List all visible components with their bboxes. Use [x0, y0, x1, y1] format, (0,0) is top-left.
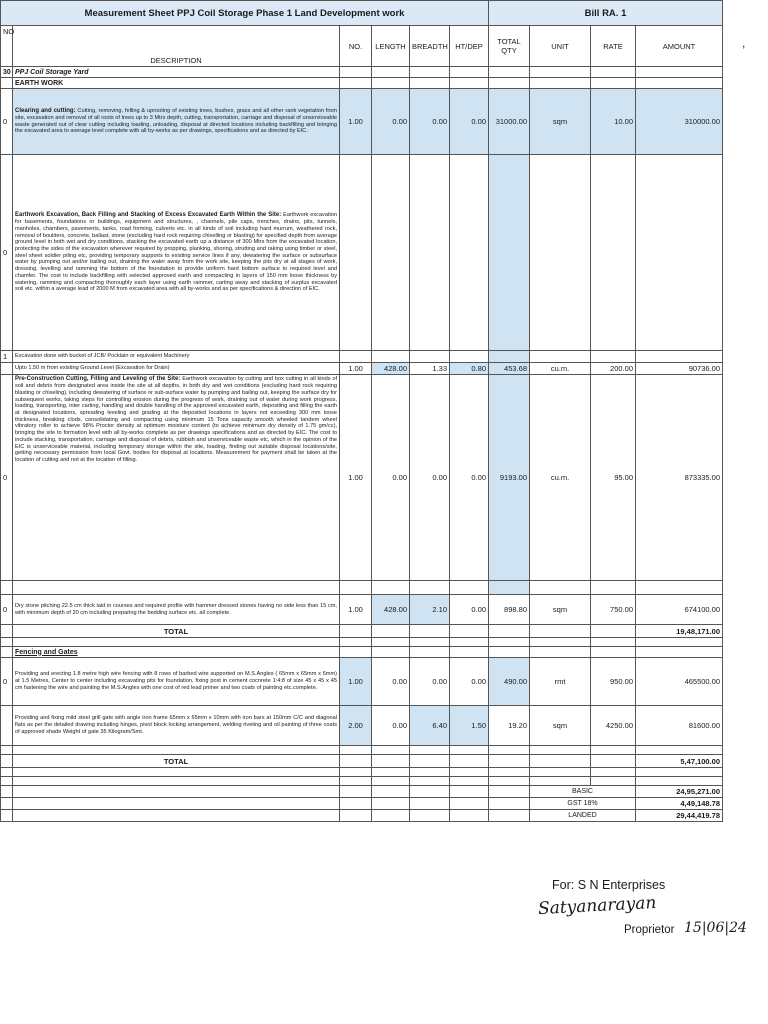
proprietor-label: Proprietor — [624, 924, 675, 936]
item-rate: 10.00 — [591, 89, 636, 155]
margin-mark: , — [742, 36, 746, 50]
item-length: 428.00 — [372, 595, 410, 625]
item-no: 0 — [1, 375, 13, 581]
bill-number: Bill RA. 1 — [489, 1, 723, 26]
site-number: 30 — [1, 67, 13, 78]
col-unit: UNIT — [530, 26, 591, 67]
col-breadth: BREADTH — [410, 26, 450, 67]
col-htdep: HT/DEP — [450, 26, 489, 67]
item-rate: 950.00 — [591, 658, 636, 706]
item-breadth: 2.10 — [410, 595, 450, 625]
table-row — [1, 595, 723, 625]
item-qty: 898.80 — [489, 595, 530, 625]
gst-amount: 4,49,148.78 — [636, 798, 723, 810]
item-unit: rmt — [530, 658, 591, 706]
earth-work-row — [1, 78, 723, 89]
item-text: Cutting, removing, felling & uprooting of existing trees, bushes, grass and all other rank vegetation from site, excavation and removal of all roots of trees up to 3 Mtrs depth, cutting, transportation, carriage and disposal of unserviceable waste generated out of clear cutting including loading, unloading, disposal at directed locations including backfilling and bringing the excavated area to average level complete with all by-works as per drawings, specifications and as directed by EIC. — [15, 107, 337, 135]
signature: Satyanarayan — [537, 892, 657, 920]
earth-work-heading: EARTH WORK — [13, 78, 340, 89]
spacer-row — [1, 581, 723, 595]
site-row — [1, 67, 723, 78]
item-qty: 453.68 — [489, 363, 530, 375]
item-title: Earthwork Excavation, Back Filling and Stacking of Excess Excavated Earth Within the Site: — [15, 212, 282, 219]
title-row — [1, 1, 723, 26]
item-num: 1.00 — [340, 89, 372, 155]
col-description: DESCRIPTION — [13, 26, 340, 67]
item-length: 0.00 — [372, 658, 410, 706]
fencing-row — [1, 647, 723, 658]
item-line2: Upto 1.50 m from existing Ground Level (Excavation for Drain) — [13, 363, 340, 375]
col-num: NO. — [340, 26, 372, 67]
item-breadth: 1.33 — [410, 363, 450, 375]
item-description: Providing and erecting 1.8 metre high wire fencing with 8 rows of barbed wire supported on M.S.Angles ( 65mm x 65mm x 6mm) at 1.5 Metres, Center to center including excavating pits for foundation, fixing post in cement cocnrete 1:4:8 of size 45 x 45 x 45 cm fastening the wire and painting the M.S.Angles with one cost of red lead primer and two coats of painting etc.complete. — [13, 658, 340, 706]
item-description: Providing and fixing mild steel grill gate with angle iron frame 65mm x 65mm x 10mm with iron bars at 150mm C/C and diagonal flats as per the detailed drawing including hinges, pivot block locking arrangement, welding riveting and oil painting of three coats of approved shade Weight of gate 35 Kilogram/Smt. — [13, 706, 340, 746]
table-row — [1, 351, 723, 363]
landed-label: LANDED — [530, 810, 636, 822]
table-row — [1, 706, 723, 746]
item-title: Clearing and cutting: — [15, 107, 76, 114]
item-amount: 310000.00 — [636, 89, 723, 155]
col-no: NO — [1, 26, 13, 67]
item-breadth: 0.00 — [410, 375, 450, 581]
item-htdep: 0.00 — [450, 658, 489, 706]
basic-amount: 24,95,271.00 — [636, 786, 723, 798]
item-qty: 19.20 — [489, 706, 530, 746]
total-label: TOTAL — [13, 625, 340, 638]
total-amount: 19,48,171.00 — [636, 625, 723, 638]
item-description: Dry stone pitching 22.5 cm thick laid in courses and required profile with hammer dressed stones having no side less than 15 cm, with minimum depth of 20 cm including preparing the bedding surface etc. all complete. — [13, 595, 340, 625]
item-breadth: 0.00 — [410, 658, 450, 706]
summary-landed-row — [1, 810, 723, 822]
sheet-title: Measurement Sheet PPJ Coil Storage Phase 1 Land Development work — [1, 1, 489, 26]
item-unit: cu.m. — [530, 363, 591, 375]
total-amount: 5,47,100.00 — [636, 755, 723, 768]
table-row — [1, 363, 723, 375]
item-amount: 81600.00 — [636, 706, 723, 746]
item-no: 0 — [1, 595, 13, 625]
col-rate: RATE — [591, 26, 636, 67]
item-description — [13, 375, 340, 581]
table-row — [1, 89, 723, 155]
item-text: Earthwork excavation by cutting and box cutting in all kinds of soil and debris from designated area inside the site at all depths, in both dry and wet conditions (excluding hard rock requiring blasting or chiseling), including dewatering of surface or sub-surface water by pumping and bailing out, keeping the surface dry for subsequent works, taking steps for controlling erosion during the progress of work, draining out of water during work progress, loading, transporting, inter carting, handling and double handling of the approved excavated earth, depositing and filling the earth at designated locations, spreading leveling and grading at the deposited locations in layers not exceeding 300 mm loose thickness, breaking clods, consolidating and compacting using minimum 15 Tons capacity smooth wheeled tandem wheel vibratory roller to achieve 98% Proctor density at optimum moisture content (to achieve minimum dry density of 1.75 gm/cc), bringing the site to formation level with all by-works complete as per drawings specifications and as directed by EIC. The cost to include stacking, transportation, carriage and disposal of debris, rubbish and unserviceable waste etc, which in the opinion of the EIC is unserviceable material, including temporary storage within the site, loading, finding out suitable disposal locations/site, getting necessary permission from local Govt. bodies for disposal at locations. Measurement for payment shall be taken at the location of cutting and not at the location of filling. — [15, 376, 338, 463]
item-description — [13, 155, 340, 351]
total-row — [1, 755, 723, 768]
spacer-row — [1, 638, 723, 647]
col-total-qty: TOTAL QTY — [489, 26, 530, 67]
summary-gst-row — [1, 798, 723, 810]
item-breadth: 6.40 — [410, 706, 450, 746]
item-qty: 9193.00 — [489, 375, 530, 581]
table-row — [1, 658, 723, 706]
column-header-row — [1, 26, 723, 67]
item-no: 0 — [1, 155, 13, 351]
item-length: 0.00 — [372, 375, 410, 581]
item-htdep: 0.00 — [450, 375, 489, 581]
item-breadth: 0.00 — [410, 89, 450, 155]
item-qty: 490.00 — [489, 658, 530, 706]
item-htdep: 0.00 — [450, 595, 489, 625]
company-name: For: S N Enterprises — [552, 878, 666, 892]
item-text: Earthwork excavation for basements, foundations or buildings, equipment and structures, , channels, pile caps, trenches, drains, pits, tunnels, manholes, chambers, pavements, tanks, road forming, culverts etc. in all kinds of soil including hard murrum, weathered rock, removal of boulders, concrete, ballast, stone (excluding hard rock requiring chiselling or blasting) for specified depth from average ground level in both wet and dry conditions, stacking the excavated earth up a distance of 300 Mtrs from the excavated location, protecting the sides of the excavation wherever required by propping, planking, shoring, strutting and raking using timber or steel, steel sheet soldier piling etc, providing temporary supports to existing service lines if any, dewatering the surface or subsurface water by pumping out and/or bailing out, draining the water away from the work site, keeping the pits dry at all stages of work, dressing, levelling and ramming the bottom of the foundation to provide uniform hard bottom surface to required level and chamfer. The cost to include backfilling with selected approved earth and compacting in layers of 150 mm loose thickness by watering, ramming and compacting thoroughly each layer using earth rammer, carting away and stacking of surplus excavated soil etc. within a average lead of 2000 M from excavated area with all by-works and as per specifications & direction of EIC. — [15, 212, 337, 293]
item-unit: sqm — [530, 89, 591, 155]
item-length: 0.00 — [372, 706, 410, 746]
gst-label: GST 18% — [530, 798, 636, 810]
item-no: 0 — [1, 658, 13, 706]
item-htdep: 1.50 — [450, 706, 489, 746]
item-htdep: 0.00 — [450, 89, 489, 155]
item-unit: sqm — [530, 706, 591, 746]
item-no: 0 — [1, 89, 13, 155]
item-rate: 95.00 — [591, 375, 636, 581]
signature-date: 15|06|24 — [684, 920, 747, 936]
spacer-row — [1, 746, 723, 755]
item-length: 428.00 — [372, 363, 410, 375]
total-row — [1, 625, 723, 638]
item-no: 1 — [1, 351, 13, 363]
summary-basic-row — [1, 786, 723, 798]
item-rate: 750.00 — [591, 595, 636, 625]
item-amount: 873335.00 — [636, 375, 723, 581]
table-row — [1, 375, 723, 581]
col-amount: AMOUNT — [636, 26, 723, 67]
item-amount: 674100.00 — [636, 595, 723, 625]
item-unit: sqm — [530, 595, 591, 625]
col-length: LENGTH — [372, 26, 410, 67]
item-rate: 200.00 — [591, 363, 636, 375]
item-description — [13, 89, 340, 155]
item-num: 2.00 — [340, 706, 372, 746]
item-line1: Excavation done with bucket of JCB/ Pocklain or equivalent Machinery — [13, 351, 340, 363]
item-length: 0.00 — [372, 89, 410, 155]
item-unit: cu.m. — [530, 375, 591, 581]
fencing-heading: Fencing and Gates — [13, 647, 340, 658]
item-num: 1.00 — [340, 375, 372, 581]
item-htdep: 0.80 — [450, 363, 489, 375]
total-label: TOTAL — [13, 755, 340, 768]
landed-amount: 29,44,419.78 — [636, 810, 723, 822]
item-amount: 90736.00 — [636, 363, 723, 375]
item-amount: 465500.00 — [636, 658, 723, 706]
item-rate: 4250.00 — [591, 706, 636, 746]
basic-label: BASIC — [530, 786, 636, 798]
item-qty: 31000.00 — [489, 89, 530, 155]
item-num: 1.00 — [340, 658, 372, 706]
item-num: 1.00 — [340, 595, 372, 625]
table-row — [1, 155, 723, 351]
item-num: 1.00 — [340, 363, 372, 375]
item-title: Pre-Construction Cutting, Filling and Leveling of the Site: — [15, 376, 181, 382]
site-name: PPJ Coil Storage Yard — [13, 67, 340, 78]
